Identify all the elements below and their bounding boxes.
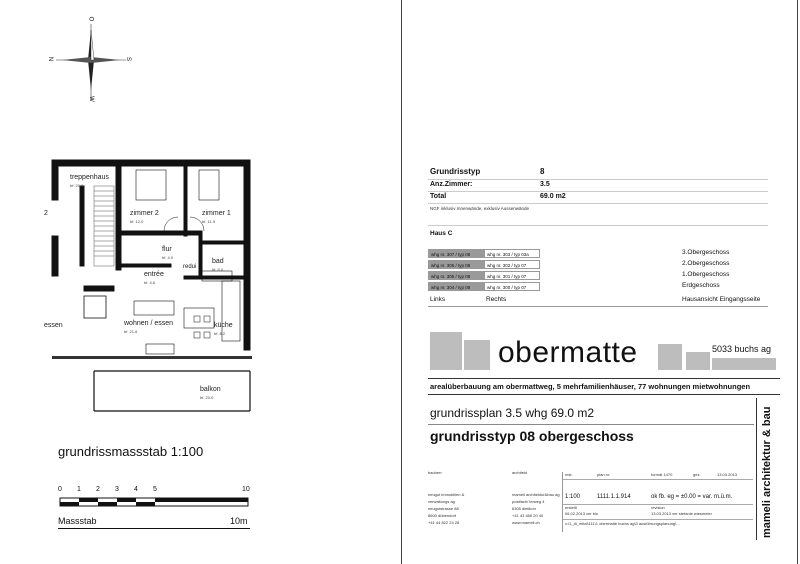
room-essen-left: essen <box>44 322 63 329</box>
sheet-right-border <box>797 0 798 564</box>
subtitle-rule-bottom <box>428 394 780 395</box>
unit-right-3: whg nr. 300 / typ 07 <box>484 282 540 291</box>
brand-block-4 <box>686 352 710 370</box>
house-label: Haus C <box>430 230 453 237</box>
room-zimmer-2-area: bf. 12.0 <box>130 219 144 224</box>
plan-title: grundrissplan 3.5 whg 69.0 m2 <box>430 406 595 420</box>
info-value: 8 <box>540 167 545 176</box>
meta-revision-value: 13.03.2013 ver stefanie wiesmeier <box>651 511 712 516</box>
room-bad: bad <box>212 258 224 265</box>
room-kueche-area: bf. 8.2 <box>214 331 226 336</box>
floor-1: 2.Obergeschoss <box>682 260 730 267</box>
room-zimmer-1-area: bf. 11.9 <box>202 219 216 224</box>
scale-tick-0: 0 <box>58 486 62 493</box>
scale-bar <box>58 486 258 536</box>
scale-label: Massstab <box>58 516 97 526</box>
info-value: 3.5 <box>540 181 550 188</box>
architekt-line-2: 6305 dietikon <box>512 506 536 511</box>
room-treppenhaus-area: bf. 20.0 <box>70 183 84 188</box>
info-spacer <box>428 214 768 226</box>
meta-erstellt-value: 06.02.2013 ver blu <box>565 511 599 516</box>
brand-block-2 <box>464 340 490 370</box>
unit-left-2: whg nr. 305 / typ 08 <box>428 271 484 280</box>
unit-right-1: whg nr. 302 / typ 07 <box>484 260 540 269</box>
room-treppenhaus: treppenhaus <box>70 174 109 181</box>
compass-o: O <box>87 16 94 22</box>
sheet-divider <box>401 0 402 564</box>
unit-left-3: whg nr. 304 / typ 08 <box>428 282 484 291</box>
links-rechts-row <box>428 294 768 307</box>
info-label: Grundrisstyp <box>430 167 481 176</box>
scale-tick-2: 2 <box>96 486 100 493</box>
links-label: Links <box>430 296 446 303</box>
room-entree-area: bf. 4.6 <box>144 280 156 285</box>
room-wohnen-essen-area: bf. 21.6 <box>124 329 138 334</box>
meta-revision-label: revision <box>651 505 665 510</box>
unit-right-2: whg nr. 301 / typ 07 <box>484 271 540 280</box>
brand-block-5 <box>712 358 776 370</box>
meta-erstellt-label: erstellt <box>565 505 577 510</box>
floor-plan <box>44 156 258 418</box>
meta-mst-head: mst. <box>565 472 573 477</box>
architect-logo <box>756 398 783 540</box>
room-flur-area: bf. 4.0 <box>162 255 174 260</box>
compass-s: S <box>125 56 132 62</box>
info-label: Anz.Zimmer: <box>430 181 473 188</box>
scale-tick-4: 4 <box>134 486 138 493</box>
brand-block-1 <box>430 332 462 370</box>
room-balkon-area: bf. 20.0 <box>200 395 214 400</box>
bauherr-label: bauherr <box>428 470 442 475</box>
bauherr-line-4: +41 44 822 24 28 <box>428 520 460 525</box>
meta-plannr-head: plan nr. <box>597 472 611 477</box>
type-title: grundrisstyp 08 obergeschoss <box>430 428 634 444</box>
unit-left-0: whg nr. 307 / typ 08 <box>428 249 484 258</box>
footer-block <box>428 470 754 540</box>
unit-left-1: whg nr. 306 / typ 08 <box>428 260 484 269</box>
subtitle-rule-top <box>428 378 780 379</box>
bauherr-line-3: 8600 dübendorf <box>428 513 457 518</box>
room-wohnen-essen: wohnen / essen <box>124 320 174 327</box>
scale-bar-graphic <box>58 494 258 514</box>
architekt-line-0: mameli architektur&bau ag <box>512 492 560 497</box>
scale-underline <box>58 528 250 529</box>
scale-unit: 10m <box>230 516 248 526</box>
info-note: NGF inklusiv Innenwände, exklusiv Aussenwände <box>430 206 530 211</box>
brand-name: obermatte <box>498 336 638 369</box>
bauherr-line-0: neugut immobilien & <box>428 492 465 497</box>
bauherr-line-2: neugutstrasse 88 <box>428 506 459 511</box>
rechts-label: Rechts <box>486 296 507 303</box>
compass-n: N <box>47 56 54 62</box>
bauherr-line-1: verwaltungs ag <box>428 499 455 504</box>
hausansicht-label: Hausansicht Eingangsseite <box>682 296 761 303</box>
meta-format-head: format 1470 <box>651 472 673 477</box>
meta-plannr: 1111.1.1.914 <box>597 494 631 500</box>
meta-okfb: ok fb. eg = ±0.00 = var. m.ü.m. <box>651 494 733 500</box>
brand-block-3 <box>658 344 682 370</box>
scale-tick-10: 10 <box>242 486 250 493</box>
brand-subtitle: arealüberbauung am obermattweg, 5 mehrfamilienhäuser, 77 wohnungen mietwohnungen <box>430 382 751 391</box>
info-row <box>428 192 768 204</box>
unit-right-0: whg nr. 303 / typ 03a <box>484 249 540 258</box>
room-redui: redui <box>183 264 197 270</box>
meta-rule-1 <box>563 479 753 480</box>
floor-2: 1.Obergeschoss <box>682 271 730 278</box>
meta-path: x:\1_di_mital\111\1 obermatte buchs ag\3 ausführungsplanung\... <box>565 521 680 526</box>
brand-location: 5033 buchs ag <box>712 344 772 354</box>
room-zimmer-2: zimmer 2 <box>130 210 159 217</box>
floor-plan-drawing <box>44 156 258 418</box>
meta-date-head: 13.03.2013 <box>717 472 738 477</box>
room-zimmer-1: zimmer 1 <box>202 210 231 217</box>
meta-table <box>562 472 753 532</box>
architekt-line-3: +41 43 466 20 40 <box>512 513 544 518</box>
info-row <box>428 180 768 192</box>
floor-0: 3.Obergeschoss <box>682 249 730 256</box>
room-entree: entrée <box>144 271 164 278</box>
info-row <box>428 166 768 180</box>
compass <box>48 16 138 106</box>
meta-gez-head: gez. <box>693 472 701 477</box>
room-kueche: küche <box>214 322 233 329</box>
scale-tick-5: 5 <box>153 486 157 493</box>
architekt-line-1: postfach/ lerweg 4 <box>512 499 545 504</box>
compass-w: W <box>87 96 94 102</box>
plan-title-rule <box>428 424 754 425</box>
info-value: 69.0 m2 <box>540 193 566 200</box>
architekt-line-4: www.mameli.ch <box>512 520 540 525</box>
room-balkon: balkon <box>200 386 221 393</box>
room-flur: flur <box>162 246 172 253</box>
scale-tick-1: 1 <box>77 486 81 493</box>
meta-rule-3 <box>563 519 753 520</box>
floor-3: Erdgeschoss <box>682 282 720 289</box>
architect-name: mameli architektur & bau <box>761 406 773 538</box>
room-bad-area: bf. 5.0 <box>212 267 224 272</box>
scale-tick-3: 3 <box>115 486 119 493</box>
info-label: Total <box>430 193 447 200</box>
architekt-label: architekt <box>512 470 528 475</box>
meta-mst: 1:100 <box>565 494 581 500</box>
room-2-left: 2 <box>44 210 48 217</box>
scale-title: grundrissmassstab 1:100 <box>58 444 204 459</box>
